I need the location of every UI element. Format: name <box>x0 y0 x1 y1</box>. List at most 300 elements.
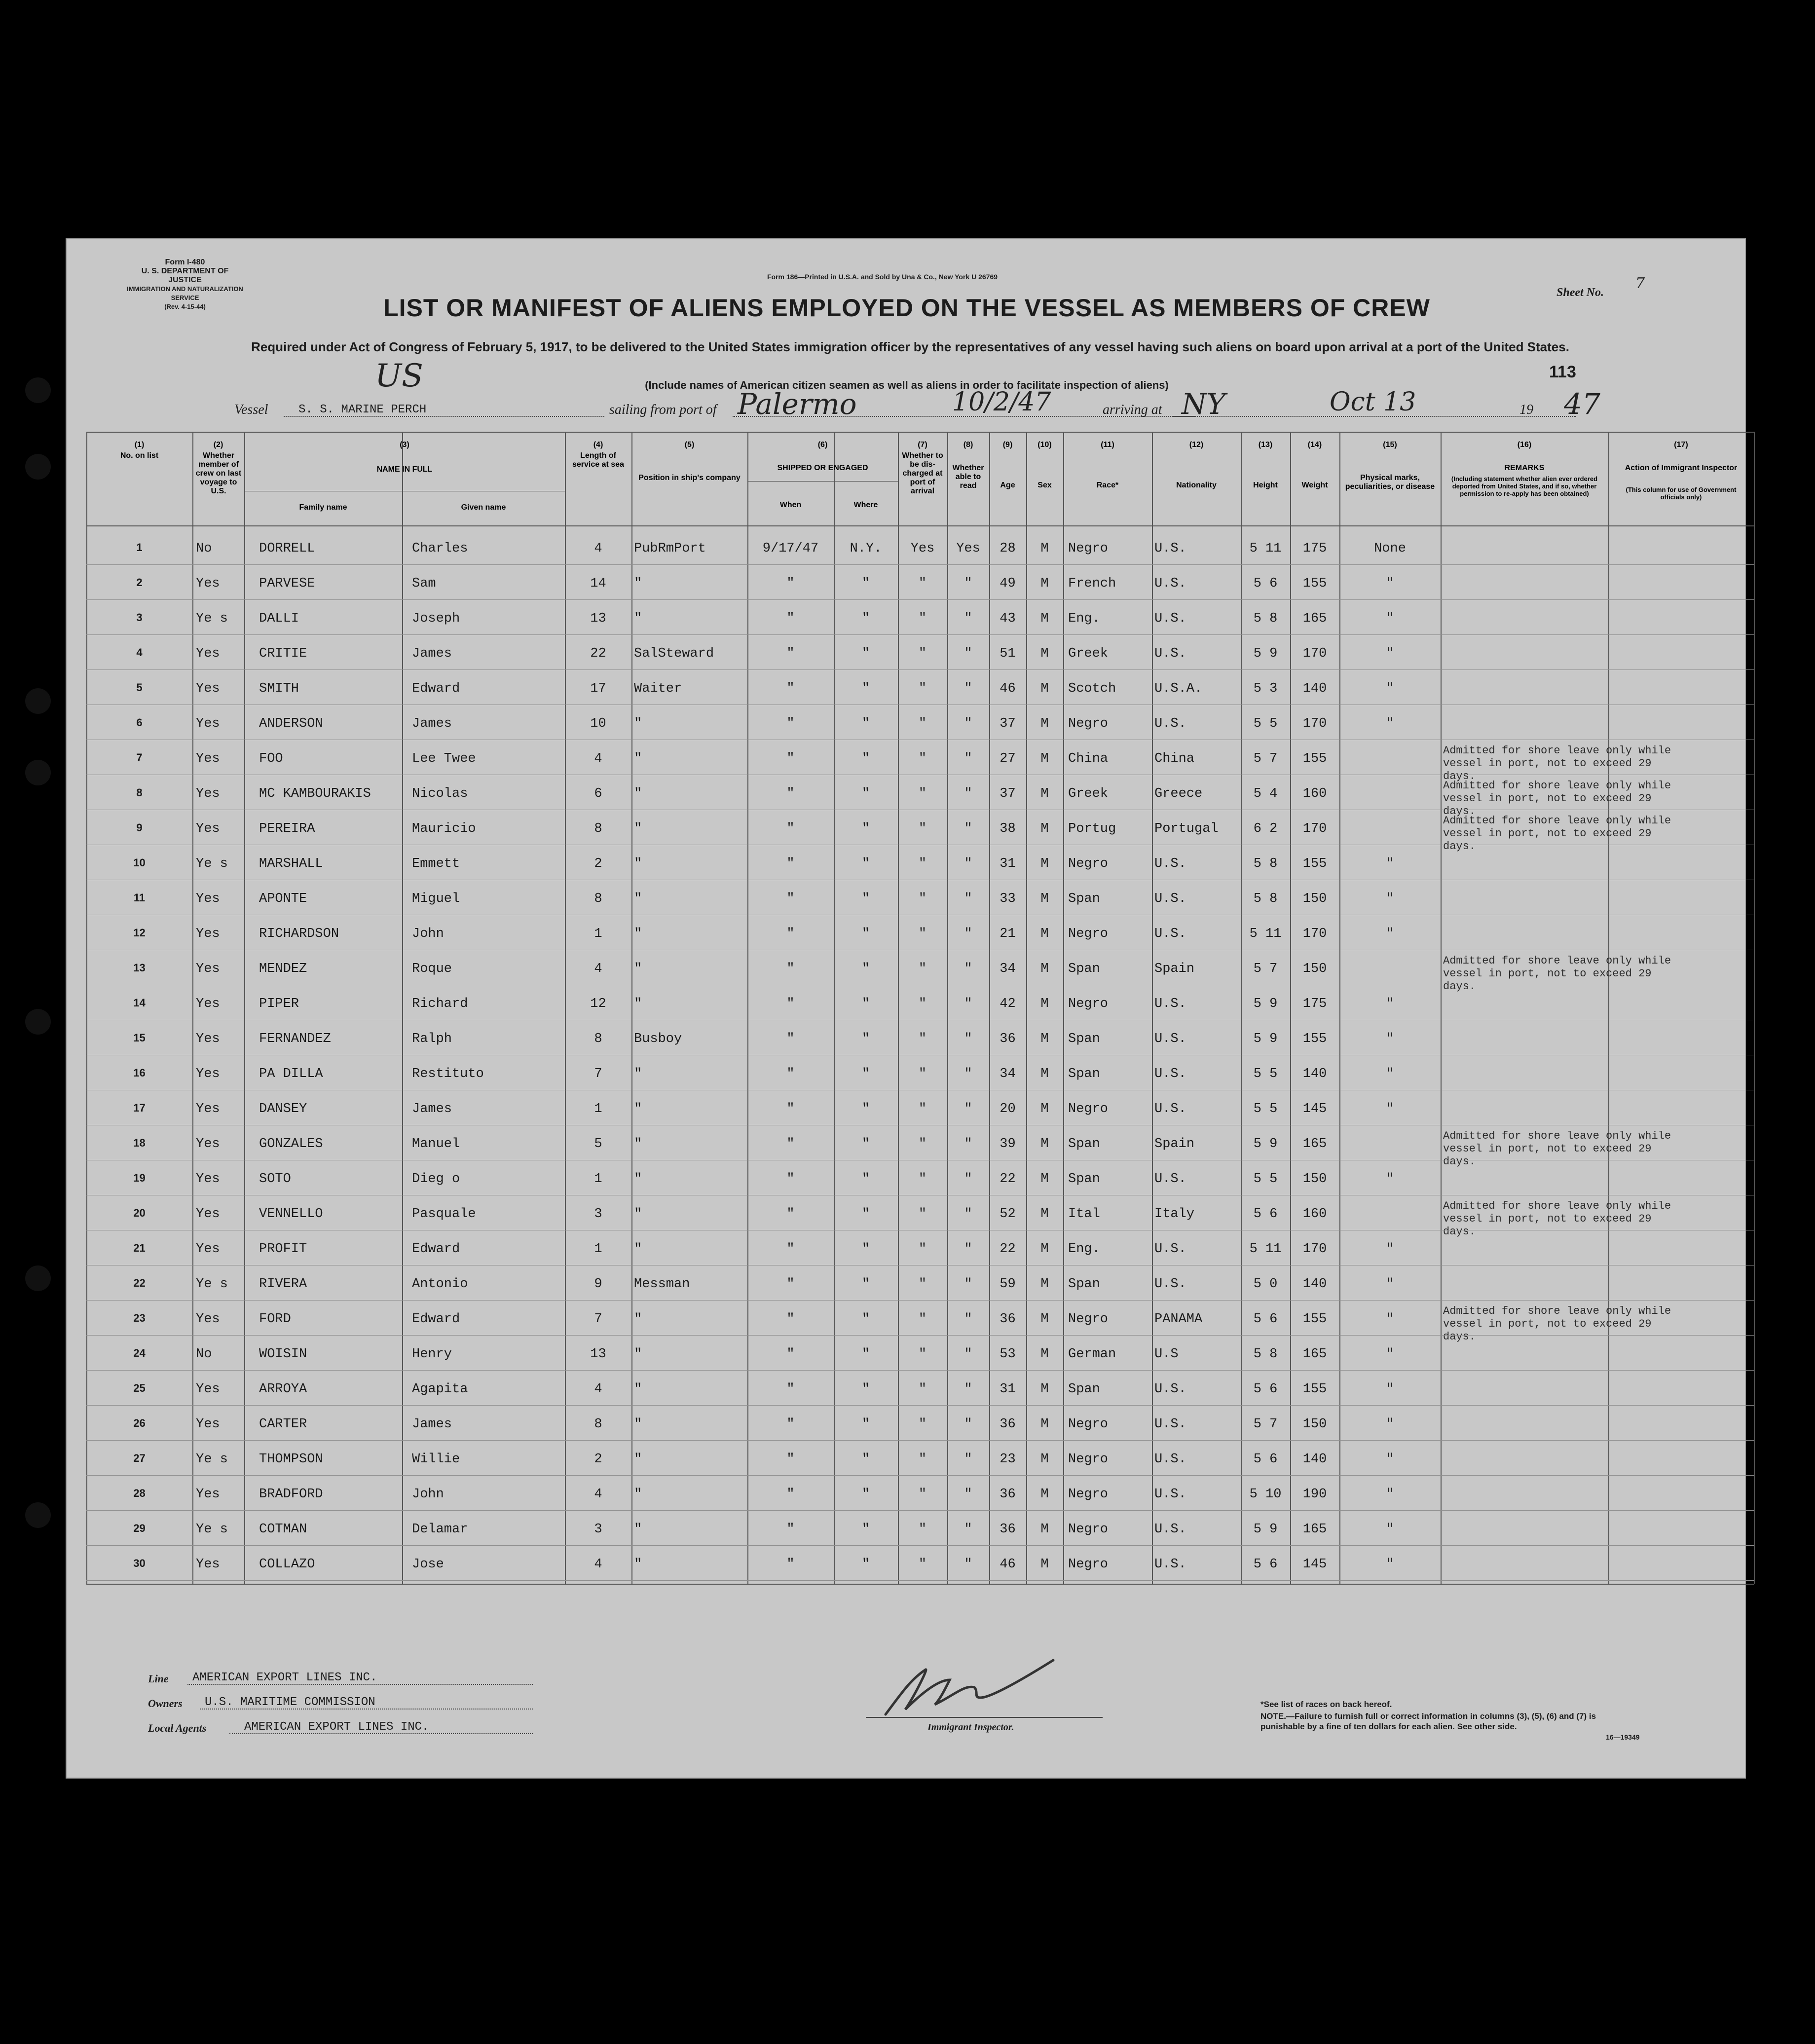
cell-when: " <box>786 1417 795 1432</box>
cell-last: Yes <box>196 681 220 696</box>
cell-race: Span <box>1068 892 1100 906</box>
cell-position: " <box>634 927 642 941</box>
cell-height: 5 4 <box>1253 786 1278 801</box>
cell-service: 4 <box>594 541 602 556</box>
cell-age: 36 <box>1000 1417 1016 1432</box>
cell-family: MC KAMBOURAKIS <box>259 786 371 801</box>
cell-age: 52 <box>1000 1207 1016 1222</box>
cell-service: 9 <box>594 1277 602 1292</box>
cell-height: 5 9 <box>1253 1522 1278 1537</box>
cell-family: VENNELLO <box>259 1207 323 1222</box>
cell-given: Emmett <box>412 856 460 871</box>
row-divider <box>86 1370 1754 1371</box>
cell-nat: U.S. <box>1154 892 1186 906</box>
cell-family: MENDEZ <box>259 962 307 976</box>
cell-race: Negro <box>1068 997 1109 1011</box>
cell-read: " <box>964 821 972 836</box>
row-divider <box>86 1580 1754 1581</box>
cell-marks: " <box>1386 927 1394 941</box>
cell-read: Yes <box>956 541 980 556</box>
col-weight: Weight <box>1301 481 1328 489</box>
cell-nat: U.S. <box>1154 1557 1186 1572</box>
cell-when: " <box>786 646 795 661</box>
cell-age: 20 <box>1000 1102 1016 1116</box>
cell-family: FORD <box>259 1312 291 1327</box>
cell-weight: 140 <box>1302 1067 1327 1081</box>
cell-position: " <box>634 1487 642 1502</box>
cell-position: " <box>634 1522 642 1537</box>
cell-age: 42 <box>1000 997 1016 1011</box>
cell-read: " <box>964 1557 972 1572</box>
cell-height: 5 5 <box>1253 1102 1278 1116</box>
cell-height: 5 6 <box>1253 1557 1278 1572</box>
cell-service: 4 <box>594 1487 602 1502</box>
cell-family: COTMAN <box>259 1522 307 1537</box>
cell-weight: 145 <box>1302 1102 1327 1116</box>
cell-disch: " <box>918 856 927 871</box>
cell-sex: M <box>1040 1102 1049 1116</box>
cell-disch: " <box>918 1417 927 1432</box>
remark-text: Admitted for shore leave only while vessel in port, not to exceed 29 days. <box>1443 1130 1671 1168</box>
cell-where: " <box>861 1487 870 1502</box>
cell-family: RIVERA <box>259 1277 307 1292</box>
cell-when: " <box>786 681 795 696</box>
col-read: Whether able to read <box>952 464 984 490</box>
cell-height: 5 7 <box>1253 962 1278 976</box>
cell-when: " <box>786 1032 795 1046</box>
cell-height: 5 8 <box>1253 892 1278 906</box>
cell-read: " <box>964 611 972 626</box>
remark-text: Admitted for shore leave only while vessel in port, not to exceed 29 days. <box>1443 815 1671 853</box>
cell-family: THOMPSON <box>259 1452 323 1467</box>
handwritten-us: US <box>375 358 423 394</box>
cell-sex: M <box>1040 927 1049 941</box>
cell-age: 43 <box>1000 611 1016 626</box>
cell-family: CARTER <box>259 1417 307 1432</box>
cell-read: " <box>964 962 972 976</box>
cell-nat: U.S. <box>1154 611 1186 626</box>
cell-nat: U.S <box>1154 1347 1179 1362</box>
cell-last: Yes <box>196 646 220 661</box>
cell-height: 5 9 <box>1253 997 1278 1011</box>
cell-no: 20 <box>133 1207 146 1219</box>
cell-nat: U.S. <box>1154 541 1186 556</box>
colnum-8: (8) <box>963 441 973 449</box>
cell-sex: M <box>1040 646 1049 661</box>
page-number: 113 <box>1549 363 1576 381</box>
cell-given: Miguel <box>412 892 460 906</box>
cell-last: No <box>196 1347 212 1362</box>
cell-given: Edward <box>412 1242 460 1257</box>
remark-text: Admitted for shore leave only while vessel in port, not to exceed 29 days. <box>1443 1305 1671 1343</box>
cell-no: 27 <box>133 1452 146 1464</box>
cell-sex: M <box>1040 681 1049 696</box>
cell-read: " <box>964 1102 972 1116</box>
cell-race: Greek <box>1068 646 1109 661</box>
cell-last: Yes <box>196 786 220 801</box>
cell-position: Messman <box>634 1277 690 1292</box>
punch-hole <box>25 454 51 480</box>
remark-text: Admitted for shore leave only while vessel in port, not to exceed 29 days. <box>1443 1200 1671 1238</box>
cell-family: RICHARDSON <box>259 927 339 941</box>
cell-disch: " <box>918 1032 927 1046</box>
cell-given: Dieg o <box>412 1172 460 1187</box>
cell-position: Busboy <box>634 1032 682 1046</box>
cell-read: " <box>964 1347 972 1362</box>
cell-position: " <box>634 1137 642 1152</box>
cell-sex: M <box>1040 1067 1049 1081</box>
cell-race: Span <box>1068 1277 1100 1292</box>
manifest-sheet <box>66 238 1746 1779</box>
cell-sex: M <box>1040 1417 1049 1432</box>
cell-service: 17 <box>590 681 606 696</box>
cell-no: 14 <box>133 997 146 1009</box>
cell-no: 25 <box>133 1382 146 1394</box>
colnum-5: (5) <box>684 441 695 449</box>
cell-position: Waiter <box>634 681 682 696</box>
cell-last: Ye s <box>196 611 228 626</box>
cell-where: " <box>861 892 870 906</box>
cell-service: 4 <box>594 1557 602 1572</box>
cell-last: Yes <box>196 1312 220 1327</box>
cell-marks: " <box>1386 1312 1394 1327</box>
cell-disch: " <box>918 1137 927 1152</box>
cell-age: 21 <box>1000 927 1016 941</box>
arriving-label: arriving at <box>1103 402 1162 417</box>
cell-where: " <box>861 1067 870 1081</box>
col-given-name: Given name <box>461 503 506 512</box>
cell-race: Scotch <box>1068 681 1116 696</box>
cell-disch: " <box>918 997 927 1011</box>
col-length-service: Length of service at sea <box>572 451 624 469</box>
cell-nat: U.S. <box>1154 1277 1186 1292</box>
cell-race: Span <box>1068 1172 1100 1187</box>
cell-given: James <box>412 646 452 661</box>
cell-no: 28 <box>133 1487 146 1499</box>
cell-disch: " <box>918 821 927 836</box>
cell-service: 10 <box>590 716 606 731</box>
cell-last: Yes <box>196 1382 220 1397</box>
cell-race: Negro <box>1068 541 1109 556</box>
cell-read: " <box>964 1487 972 1502</box>
cell-family: MARSHALL <box>259 856 323 871</box>
cell-race: German <box>1068 1347 1116 1362</box>
cell-position: " <box>634 786 642 801</box>
cell-nat: U.S. <box>1154 1522 1186 1537</box>
row-divider <box>86 1300 1754 1301</box>
cell-service: 7 <box>594 1067 602 1081</box>
cell-disch: " <box>918 1452 927 1467</box>
cell-given: Willie <box>412 1452 460 1467</box>
cell-position: " <box>634 997 642 1011</box>
cell-where: " <box>861 1452 870 1467</box>
cell-where: " <box>861 716 870 731</box>
cell-nat: U.S. <box>1154 1452 1186 1467</box>
cell-read: " <box>964 1032 972 1046</box>
cell-read: " <box>964 1417 972 1432</box>
cell-service: 4 <box>594 962 602 976</box>
cell-no: 26 <box>133 1417 146 1429</box>
line-label: Line <box>148 1672 169 1685</box>
cell-where: " <box>861 1312 870 1327</box>
cell-read: " <box>964 1137 972 1152</box>
cell-height: 5 8 <box>1253 856 1278 871</box>
cell-marks: " <box>1386 1242 1394 1257</box>
cell-race: Negro <box>1068 1487 1109 1502</box>
cell-height: 5 9 <box>1253 1137 1278 1152</box>
cell-age: 31 <box>1000 1382 1016 1397</box>
colnum-14: (14) <box>1307 441 1322 449</box>
cell-where: " <box>861 962 870 976</box>
owners-value: U.S. MARITIME COMMISSION <box>205 1696 375 1709</box>
cell-weight: 170 <box>1302 716 1327 731</box>
fine-note: NOTE.—Failure to furnish full or correct information in columns (3), (5), (6) and (7) is punishable by a fine of ten dollars for each alien. See other side. <box>1260 1711 1596 1731</box>
cell-when: " <box>786 1382 795 1397</box>
cell-position: " <box>634 611 642 626</box>
cell-age: 33 <box>1000 892 1016 906</box>
cell-marks: " <box>1386 1487 1394 1502</box>
cell-no: 21 <box>133 1242 146 1254</box>
cell-read: " <box>964 751 972 766</box>
races-note: *See list of races on back hereof. <box>1260 1700 1392 1709</box>
colnum-13: (13) <box>1258 441 1273 449</box>
cell-where: " <box>861 1522 870 1537</box>
cell-family: PEREIRA <box>259 821 315 836</box>
cell-height: 5 5 <box>1253 1172 1278 1187</box>
cell-last: Yes <box>196 576 220 591</box>
col-remarks: REMARKS <box>1504 464 1545 472</box>
cell-disch: Yes <box>910 541 935 556</box>
cell-weight: 155 <box>1302 856 1327 871</box>
cell-weight: 165 <box>1302 1347 1327 1362</box>
cell-nat: U.S. <box>1154 1032 1186 1046</box>
remark-text: Admitted for shore leave only while vessel in port, not to exceed 29 days. <box>1443 744 1671 782</box>
cell-weight: 155 <box>1302 1032 1327 1046</box>
cell-race: Negro <box>1068 1102 1109 1116</box>
cell-race: Span <box>1068 1067 1100 1081</box>
cell-given: Delamar <box>412 1522 468 1537</box>
cell-weight: 155 <box>1302 751 1327 766</box>
cell-age: 36 <box>1000 1522 1016 1537</box>
cell-age: 36 <box>1000 1032 1016 1046</box>
col-age: Age <box>1000 481 1015 489</box>
agents-label: Local Agents <box>148 1722 207 1734</box>
cell-weight: 175 <box>1302 541 1327 556</box>
cell-read: " <box>964 1382 972 1397</box>
sailing-port: Palermo <box>738 387 857 421</box>
cell-family: PARVESE <box>259 576 315 591</box>
arrival-date: Oct 13 <box>1330 387 1416 417</box>
cell-service: 1 <box>594 927 602 941</box>
cell-last: Yes <box>196 821 220 836</box>
cell-position: " <box>634 892 642 906</box>
row-divider <box>86 1335 1754 1336</box>
cell-nat: U.S. <box>1154 1172 1186 1187</box>
cell-family: CRITIE <box>259 646 307 661</box>
cell-weight: 170 <box>1302 821 1327 836</box>
cell-nat: U.S. <box>1154 856 1186 871</box>
cell-sex: M <box>1040 962 1049 976</box>
cell-no: 4 <box>136 646 143 659</box>
cell-service: 3 <box>594 1207 602 1222</box>
cell-age: 31 <box>1000 856 1016 871</box>
cell-family: ARROYA <box>259 1382 307 1397</box>
cell-when: " <box>786 786 795 801</box>
cell-race: Negro <box>1068 927 1109 941</box>
cell-sex: M <box>1040 1032 1049 1046</box>
cell-age: 49 <box>1000 576 1016 591</box>
col-inspector-note: (This column for use of Government officials only) <box>1626 486 1737 501</box>
colnum-17: (17) <box>1674 441 1688 449</box>
cell-position: " <box>634 1067 642 1081</box>
cell-sex: M <box>1040 1207 1049 1222</box>
cell-given: Edward <box>412 681 460 696</box>
punch-hole <box>25 1265 51 1291</box>
colnum-4: (4) <box>593 441 603 449</box>
cell-where: " <box>861 681 870 696</box>
cell-given: John <box>412 927 444 941</box>
cell-height: 5 11 <box>1249 927 1282 941</box>
cell-given: Ralph <box>412 1032 452 1046</box>
cell-no: 5 <box>136 681 143 694</box>
cell-marks: " <box>1386 1347 1394 1362</box>
cell-service: 5 <box>594 1137 602 1152</box>
form-code: 16—19349 <box>1606 1733 1640 1741</box>
sheet-label: Sheet No. <box>1556 286 1604 299</box>
cell-when: " <box>786 576 795 591</box>
cell-weight: 145 <box>1302 1557 1327 1572</box>
cell-nat: Portugal <box>1154 821 1219 836</box>
cell-position: " <box>634 856 642 871</box>
colnum-12: (12) <box>1189 441 1204 449</box>
punch-hole <box>25 760 51 785</box>
cell-position: " <box>634 821 642 836</box>
cell-service: 1 <box>594 1172 602 1187</box>
cell-service: 8 <box>594 892 602 906</box>
cell-disch: " <box>918 646 927 661</box>
cell-service: 4 <box>594 1382 602 1397</box>
cell-when: " <box>786 1242 795 1257</box>
punch-hole <box>25 1009 51 1035</box>
cell-when: " <box>786 1452 795 1467</box>
cell-height: 5 6 <box>1253 1382 1278 1397</box>
cell-race: Span <box>1068 1137 1100 1152</box>
cell-weight: 155 <box>1302 1312 1327 1327</box>
row-divider <box>86 634 1754 635</box>
inspector-label: Immigrant Inspector. <box>927 1722 1014 1733</box>
cell-position: " <box>634 1417 642 1432</box>
cell-sex: M <box>1040 1312 1049 1327</box>
cell-service: 7 <box>594 1312 602 1327</box>
col-height: Height <box>1253 481 1278 489</box>
cell-age: 39 <box>1000 1137 1016 1152</box>
cell-disch: " <box>918 1102 927 1116</box>
cell-when: " <box>786 1312 795 1327</box>
cell-height: 5 5 <box>1253 1067 1278 1081</box>
cell-sex: M <box>1040 1137 1049 1152</box>
cell-last: Yes <box>196 1172 220 1187</box>
cell-service: 13 <box>590 1347 606 1362</box>
cell-when: " <box>786 1277 795 1292</box>
cell-read: " <box>964 646 972 661</box>
cell-age: 53 <box>1000 1347 1016 1362</box>
cell-given: Antonio <box>412 1277 468 1292</box>
cell-last: Yes <box>196 962 220 976</box>
cell-sex: M <box>1040 786 1049 801</box>
remark-text: Admitted for shore leave only while vessel in port, not to exceed 29 days. <box>1443 955 1671 993</box>
cell-no: 9 <box>136 821 143 834</box>
cell-sex: M <box>1040 1347 1049 1362</box>
row-divider <box>86 1475 1754 1476</box>
cell-race: Negro <box>1068 1557 1109 1572</box>
cell-nat: U.S. <box>1154 1242 1186 1257</box>
cell-where: " <box>861 1277 870 1292</box>
cell-no: 7 <box>136 751 143 764</box>
cell-sex: M <box>1040 1487 1049 1502</box>
cell-height: 6 2 <box>1253 821 1278 836</box>
colnum-1: (1) <box>134 441 145 449</box>
col-race: Race* <box>1096 481 1119 489</box>
cell-marks: " <box>1386 1067 1394 1081</box>
cell-marks: " <box>1386 576 1394 591</box>
cell-position: " <box>634 1347 642 1362</box>
cell-service: 13 <box>590 611 606 626</box>
cell-where: " <box>861 1032 870 1046</box>
cell-given: John <box>412 1487 444 1502</box>
cell-nat: U.S. <box>1154 1487 1186 1502</box>
cell-disch: " <box>918 1382 927 1397</box>
cell-nat: U.S. <box>1154 576 1186 591</box>
cell-last: Yes <box>196 751 220 766</box>
cell-marks: " <box>1386 681 1394 696</box>
cell-read: " <box>964 576 972 591</box>
cell-age: 28 <box>1000 541 1016 556</box>
cell-when: " <box>786 1102 795 1116</box>
cell-sex: M <box>1040 751 1049 766</box>
cell-weight: 170 <box>1302 1242 1327 1257</box>
cell-no: 22 <box>133 1277 146 1289</box>
cell-weight: 140 <box>1302 1277 1327 1292</box>
cell-weight: 190 <box>1302 1487 1327 1502</box>
cell-read: " <box>964 1452 972 1467</box>
cell-height: 5 11 <box>1249 1242 1282 1257</box>
cell-weight: 140 <box>1302 1452 1327 1467</box>
cell-position: " <box>634 751 642 766</box>
cell-race: Negro <box>1068 856 1109 871</box>
col-remarks-note: (Including statement whether alien ever ordered deported from United States, and if so, whether permission to re-apply has been obtained) <box>1451 475 1598 497</box>
cell-position: " <box>634 1312 642 1327</box>
col-position: Position in ship's company <box>638 474 741 482</box>
cell-nat: Spain <box>1154 962 1195 976</box>
cell-height: 5 8 <box>1253 1347 1278 1362</box>
cell-marks: " <box>1386 1382 1394 1397</box>
cell-no: 2 <box>136 576 143 589</box>
cell-family: FOO <box>259 751 283 766</box>
cell-disch: " <box>918 611 927 626</box>
cell-height: 5 7 <box>1253 1417 1278 1432</box>
cell-last: Yes <box>196 1207 220 1222</box>
cell-sex: M <box>1040 856 1049 871</box>
cell-family: GONZALES <box>259 1137 323 1152</box>
row-divider <box>86 564 1754 565</box>
cell-height: 5 8 <box>1253 611 1278 626</box>
col-shipped: SHIPPED OR ENGAGED <box>777 464 868 472</box>
cell-position: " <box>634 1382 642 1397</box>
col-family-name: Family name <box>299 503 347 512</box>
cell-no: 3 <box>136 611 143 624</box>
cell-given: Pasquale <box>412 1207 476 1222</box>
cell-when: " <box>786 1067 795 1081</box>
